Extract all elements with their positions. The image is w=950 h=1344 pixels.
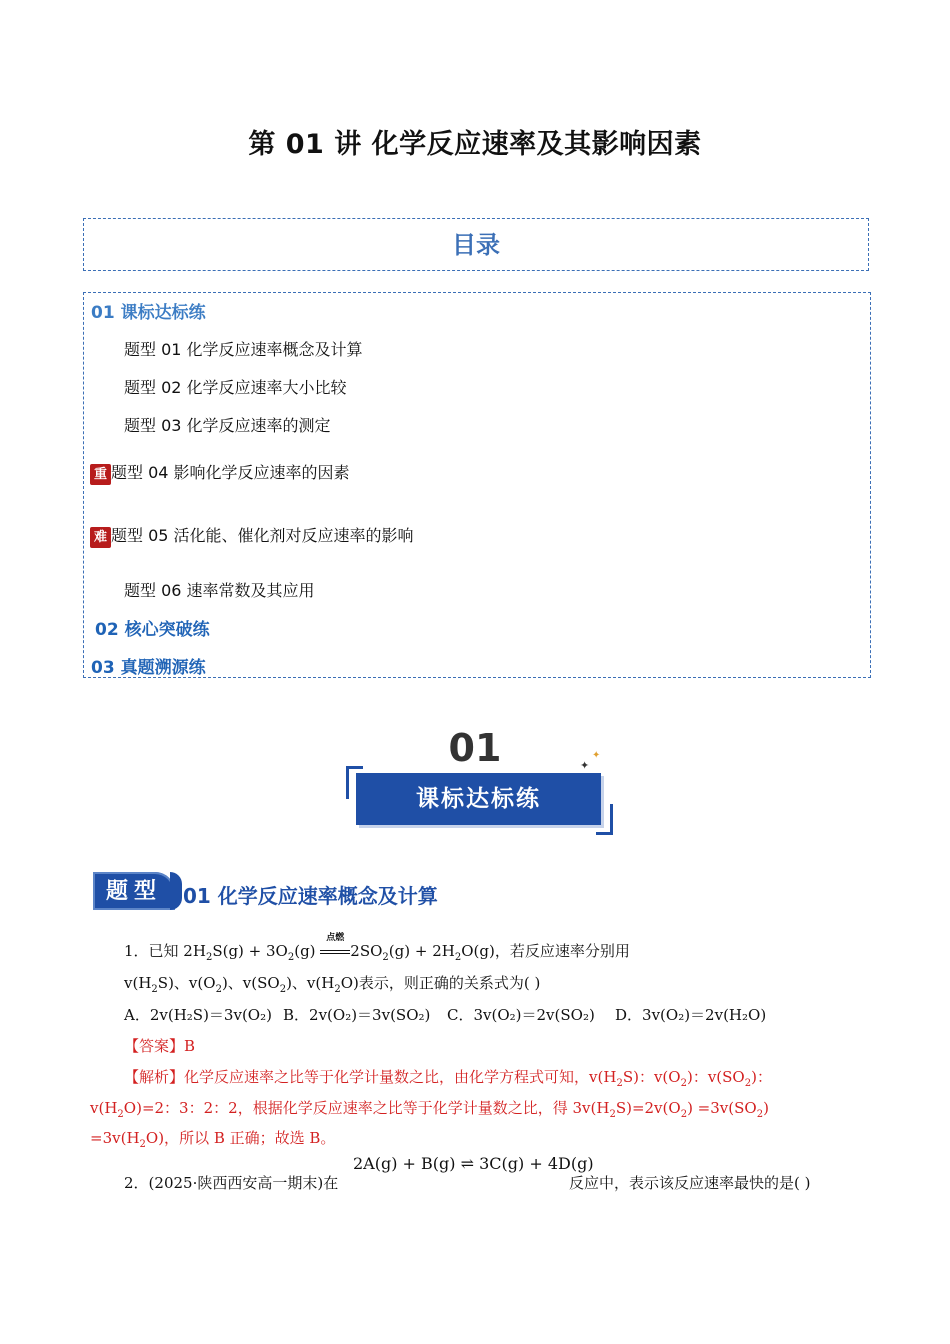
toc-item-label: 题型 04 影响化学反应速率的因素 xyxy=(111,463,350,482)
toc-item-3[interactable]: 题型 03 化学反应速率的测定 xyxy=(124,416,331,435)
q1-option-d[interactable]: D．3v(O₂)＝2v(H₂O) xyxy=(615,1006,767,1024)
toc-item-4[interactable] xyxy=(90,460,350,485)
q1-analysis-line2: $v(H_2O)=2$：3：2：2，根据化学反应速率之比等于化学计量数之比，得 $3v(H_2S)=2v(O_2) =3v(SO_2)$ xyxy=(90,1099,769,1120)
sparkle-icon: ✦ xyxy=(580,759,590,772)
toc-item-6[interactable]: 题型 06 速率常数及其应用 xyxy=(124,581,315,600)
question-type-tag: 题型 xyxy=(93,872,175,910)
important-tag: 重 xyxy=(90,464,111,485)
section-number: 01 xyxy=(448,726,502,770)
q1-stem-line2: $v(H_2S)$、$v(O_2)$、$v(SO_2)$、$v(H_2O)$表示，则正确的关系式为( ) xyxy=(124,974,541,995)
q1-analysis-line1: 【解析】化学反应速率之比等于化学计量数之比，由化学方程式可知，$v(H_2S)$：$v(O_2)$：$v(SO_2)$： xyxy=(124,1068,772,1089)
toc-section-2[interactable]: 02 核心突破练 xyxy=(95,620,210,640)
reaction-arrow xyxy=(320,933,350,960)
q1-stem-suffix: ，若反应速率分别用 xyxy=(494,942,630,960)
toc-item-2[interactable]: 题型 02 化学反应速率大小比较 xyxy=(124,378,347,397)
sparkle-icon: ✦ xyxy=(592,750,601,761)
toc-section-1[interactable]: 01 课标达标练 xyxy=(91,303,206,323)
q2-equation: 2A(g) + B(g) ⇌ 3C(g) + 4D(g) xyxy=(353,1154,594,1173)
q1-stem-line1: 1．已知 $2H_2S(g) + 3O_2(g)$ 点燃 $2SO_2(g) + 2H_2O(g)$，若反应速率分别用 xyxy=(124,940,630,963)
toc-item-5[interactable] xyxy=(90,523,414,548)
q1-option-a[interactable]: A．2v(H₂S)＝3v(O₂) xyxy=(124,1006,272,1024)
toc-section-3[interactable]: 03 真题溯源练 xyxy=(91,658,206,678)
q2-suffix: 反应中，表示该反应速率最快的是( ) xyxy=(569,1174,811,1192)
question-type-tag-tail xyxy=(170,872,182,910)
toc-heading: 目录 xyxy=(83,218,869,271)
q1-option-b[interactable]: B．2v(O₂)＝3v(SO₂) xyxy=(283,1006,431,1024)
q1-stem-prefix: 1．已知 2H xyxy=(124,942,206,960)
difficult-tag: 难 xyxy=(90,527,111,548)
q1-analysis-line3: $=3v(H_2O)$，所以 B 正确；故选 B。 xyxy=(90,1129,336,1150)
section-banner: 课标达标练 xyxy=(356,773,601,825)
q2-prefix: 2．(2025·陕西西安高一期末)在 xyxy=(124,1174,339,1192)
q1-answer: 【答案】B xyxy=(124,1037,196,1055)
toc-item-1[interactable]: 题型 01 化学反应速率概念及计算 xyxy=(124,340,363,359)
q1-option-c[interactable]: C．3v(O₂)＝2v(SO₂) xyxy=(447,1006,595,1024)
answer-value: B xyxy=(184,1037,196,1055)
question-type-title: 01 化学反应速率概念及计算 xyxy=(183,884,438,908)
toc-item-label: 题型 05 活化能、催化剂对反应速率的影响 xyxy=(111,526,414,545)
page-title: 第 01 讲 化学反应速率及其影响因素 xyxy=(248,129,702,160)
reaction-condition: 点燃 xyxy=(326,933,345,943)
